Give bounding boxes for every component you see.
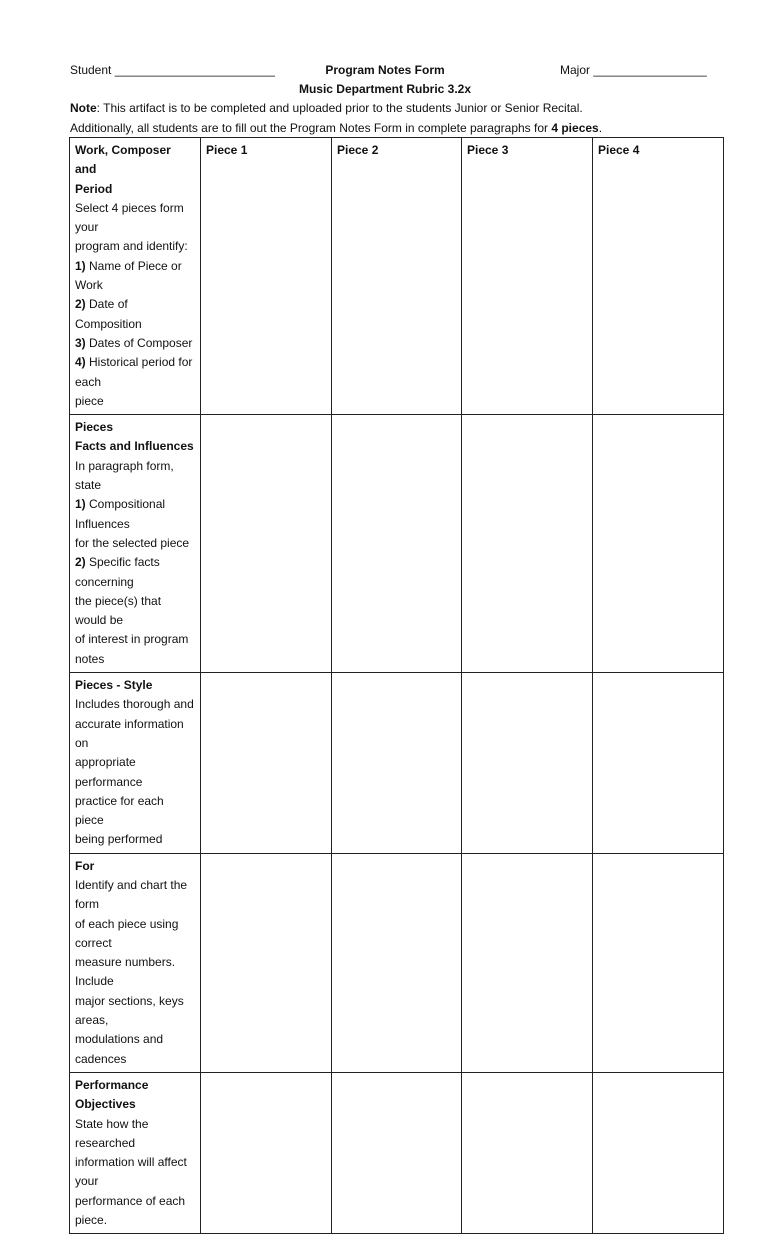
criterion-title: Period xyxy=(75,181,113,196)
criterion-text: Select 4 pieces form your xyxy=(75,200,184,235)
table-row xyxy=(70,138,724,415)
criterion-line xyxy=(75,1115,195,1154)
header-row xyxy=(70,63,722,81)
piece-2-cell[interactable] xyxy=(332,415,462,673)
form-title: Program Notes Form xyxy=(325,63,445,77)
piece-2-cell[interactable] xyxy=(332,673,462,854)
criterion-line xyxy=(75,953,195,992)
criterion-title: Pieces xyxy=(75,420,114,435)
criterion-line xyxy=(75,295,195,334)
criterion-line xyxy=(75,792,195,831)
criterion-number: 4) xyxy=(75,355,86,370)
criterion-text: State how the researched xyxy=(75,1116,149,1150)
criterion-line xyxy=(75,592,195,631)
criterion-text: performance of each piece. xyxy=(75,1193,186,1228)
criterion-number: 1) xyxy=(75,497,86,512)
piece-4-cell[interactable] xyxy=(593,673,724,854)
piece-2-cell[interactable] xyxy=(332,138,462,415)
table-row xyxy=(70,1072,724,1233)
additional-end: . xyxy=(598,121,603,135)
criterion-text: being performed xyxy=(75,832,163,847)
piece-3-cell[interactable] xyxy=(462,415,593,673)
student-field: Student ________________________ xyxy=(70,63,275,77)
piece-1-cell[interactable] xyxy=(201,673,332,854)
criterion-cell xyxy=(70,138,201,415)
criterion-text: Dates of Composer xyxy=(85,335,193,350)
piece-4-cell[interactable] xyxy=(593,415,724,673)
criterion-number: 1) xyxy=(75,258,86,273)
criterion-number: 3) xyxy=(75,335,86,350)
criterion-text: major sections, keys areas, xyxy=(75,993,184,1028)
criterion-text: piece xyxy=(75,393,104,408)
criterion-text: for the selected piece xyxy=(75,535,190,550)
additional-text xyxy=(70,121,722,135)
additional-bold: 4 pieces xyxy=(551,121,599,135)
piece-4-cell[interactable] xyxy=(593,853,724,1072)
criterion-line xyxy=(75,353,195,392)
criterion-text: information will affect your xyxy=(75,1155,187,1189)
criterion-line xyxy=(75,534,195,553)
piece-3-cell[interactable] xyxy=(462,1072,593,1233)
criterion-line xyxy=(75,715,195,754)
criterion-text: Date of Composition xyxy=(75,297,142,331)
table-row xyxy=(70,415,724,673)
criterion-text: Identify and chart the form xyxy=(75,877,188,912)
criterion-text: accurate information on xyxy=(75,716,184,750)
criterion-line xyxy=(75,695,195,714)
criterion-line xyxy=(75,630,195,669)
criterion-text: Includes thorough and xyxy=(75,697,194,712)
criterion-line xyxy=(75,1153,195,1192)
criterion-title: Facts and Influences xyxy=(75,439,194,454)
criterion-line xyxy=(75,257,195,296)
criterion-line xyxy=(75,915,195,954)
criterion-line xyxy=(75,237,195,256)
criterion-line xyxy=(75,495,195,534)
piece-3-cell[interactable] xyxy=(462,138,593,415)
criterion-title: Work, Composer and xyxy=(75,143,171,177)
criterion-line xyxy=(75,199,195,238)
piece-header: Piece 3 xyxy=(467,143,509,157)
piece-1-cell[interactable] xyxy=(201,138,332,415)
additional-body: Additionally, all students are to fill out the Program Notes Form in complete paragraphs for xyxy=(70,121,552,135)
criterion-line xyxy=(75,1192,195,1231)
criterion-title: For xyxy=(75,858,95,873)
piece-3-cell[interactable] xyxy=(462,853,593,1072)
criterion-text: program and identify: xyxy=(75,239,188,254)
piece-header: Piece 1 xyxy=(206,143,248,157)
piece-3-cell[interactable] xyxy=(462,673,593,854)
note-body: : This artifact is to be completed and uploaded prior to the students Junior or Senior Recital. xyxy=(96,101,583,115)
criterion-title: Pieces - Style xyxy=(75,678,153,693)
piece-1-cell[interactable] xyxy=(201,853,332,1072)
piece-header: Piece 4 xyxy=(598,143,640,157)
note-text xyxy=(70,101,722,115)
piece-1-cell[interactable] xyxy=(201,1072,332,1233)
criterion-text: the piece(s) that would be xyxy=(75,593,162,628)
criterion-line xyxy=(75,457,195,496)
criterion-text: measure numbers. Include xyxy=(75,955,176,989)
criterion-number: 2) xyxy=(75,297,86,312)
criterion-text: of interest in program notes xyxy=(75,632,189,666)
criterion-line xyxy=(75,992,195,1031)
criterion-text: appropriate performance xyxy=(75,755,143,789)
criterion-text: In paragraph form, state xyxy=(75,458,174,493)
piece-4-cell[interactable] xyxy=(593,1072,724,1233)
form-subtitle: Music Department Rubric 3.2x xyxy=(298,82,472,96)
criterion-line xyxy=(75,876,195,915)
criterion-cell xyxy=(70,415,201,673)
criterion-line xyxy=(75,1030,195,1069)
rubric-table xyxy=(69,137,724,1234)
table-row xyxy=(70,673,724,854)
major-field: Major _________________ xyxy=(560,63,707,77)
piece-4-cell[interactable] xyxy=(593,138,724,415)
criterion-text: Compositional Influences xyxy=(75,497,166,531)
piece-1-cell[interactable] xyxy=(201,415,332,673)
criterion-text: Historical period for each xyxy=(75,355,193,389)
criterion-text: Name of Piece or Work xyxy=(75,258,182,293)
note-label: Note xyxy=(70,101,97,115)
criterion-text: Specific facts concerning xyxy=(75,555,160,589)
criterion-text: practice for each piece xyxy=(75,793,164,828)
criterion-number: 2) xyxy=(75,555,86,570)
table-row xyxy=(70,853,724,1072)
criterion-cell xyxy=(70,853,201,1072)
criterion-title: Performance Objectives xyxy=(75,1077,149,1112)
criterion-line xyxy=(75,553,195,592)
piece-header: Piece 2 xyxy=(337,143,379,157)
piece-2-cell[interactable] xyxy=(332,853,462,1072)
piece-2-cell[interactable] xyxy=(332,1072,462,1233)
criterion-cell xyxy=(70,673,201,854)
criterion-line xyxy=(75,392,195,411)
criterion-line xyxy=(75,334,195,353)
criterion-text: modulations and cadences xyxy=(75,1032,164,1066)
criterion-text: of each piece using correct xyxy=(75,916,179,950)
criterion-cell xyxy=(70,1072,201,1233)
criterion-line xyxy=(75,830,195,849)
criterion-line xyxy=(75,753,195,792)
